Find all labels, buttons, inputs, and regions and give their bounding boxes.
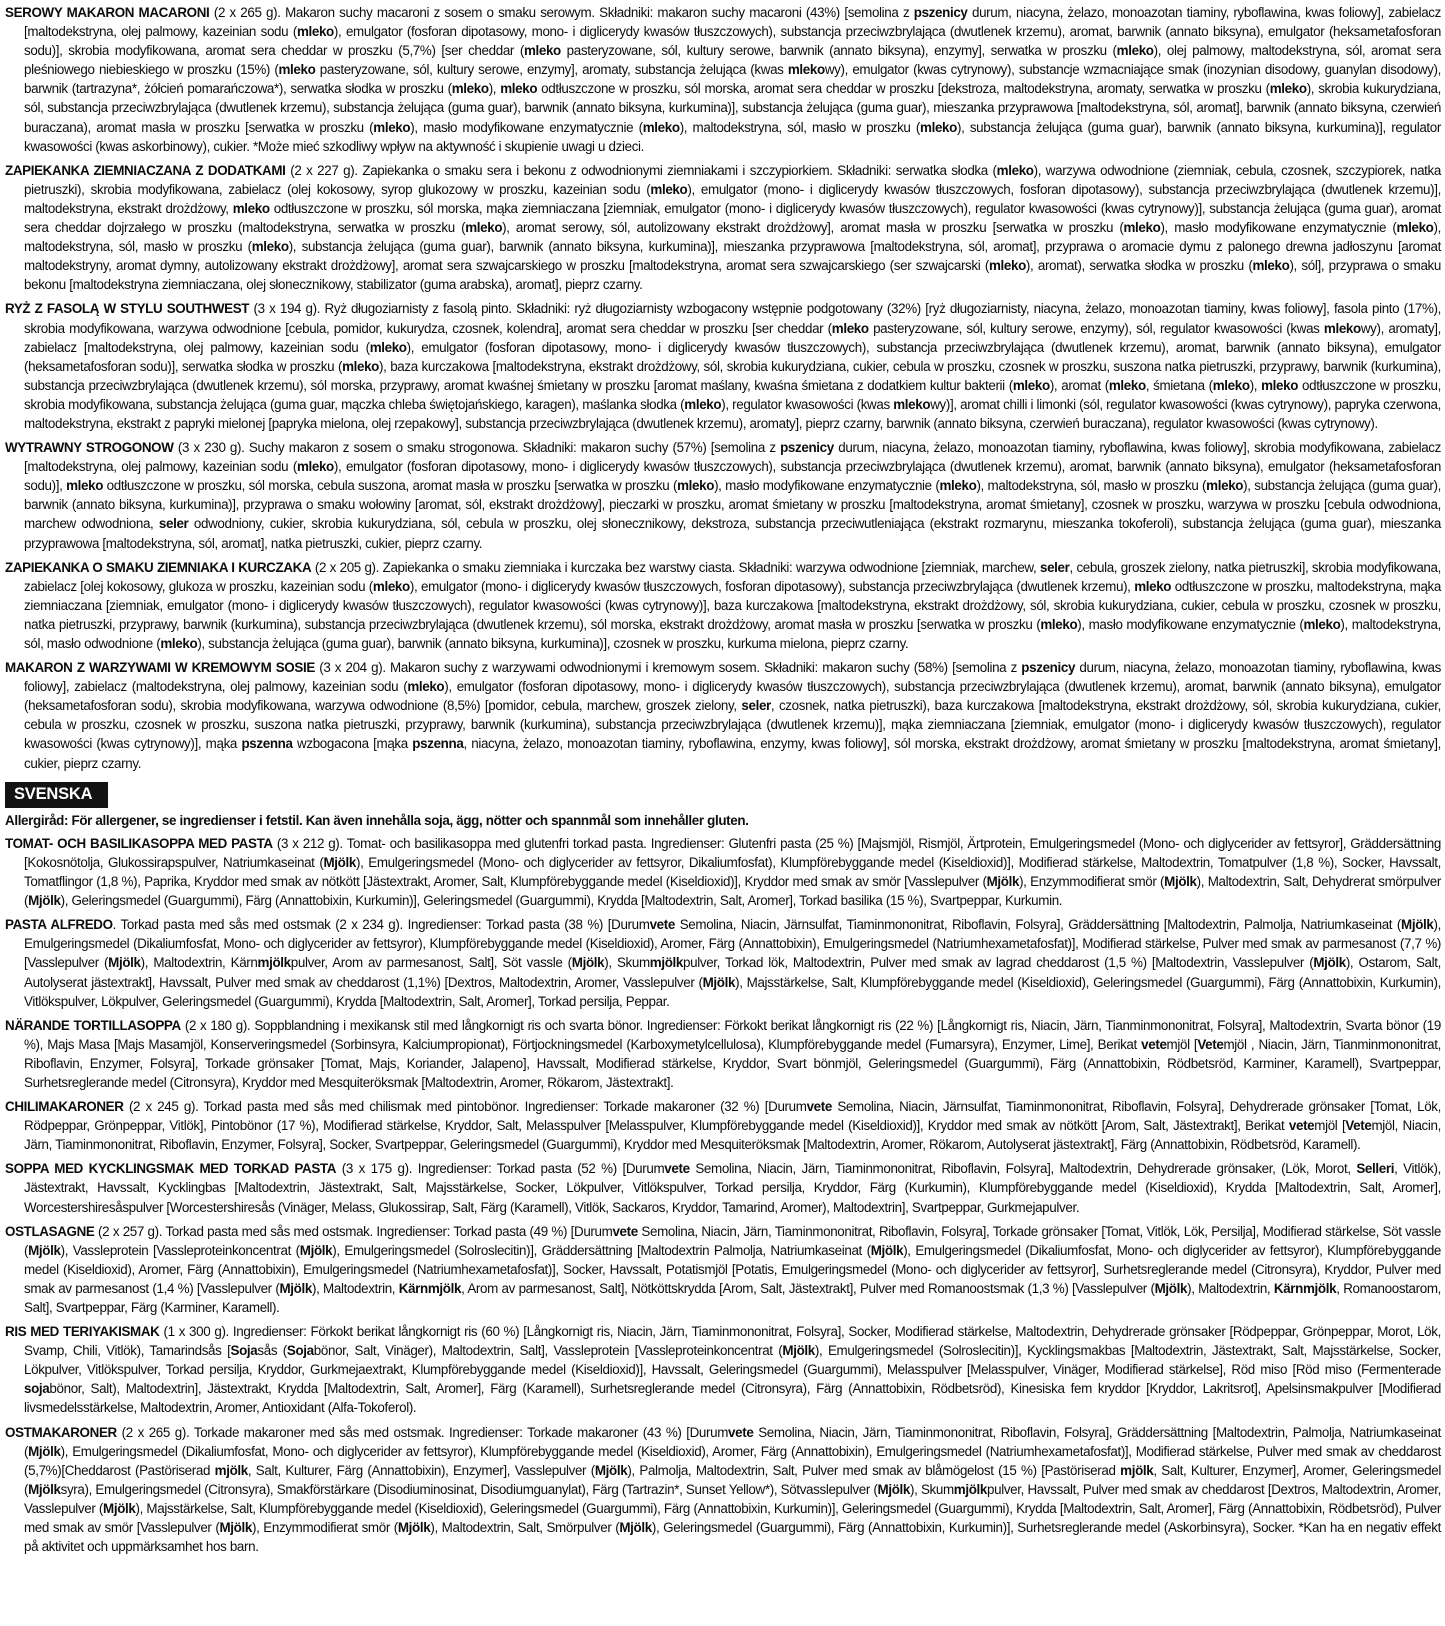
section-title: ZAPIEKANKA O SMAKU ZIEMNIAKA I KURCZAKA	[5, 559, 312, 575]
sv-section-6: OSTLASAGNE (2 x 257 g). Torkad pasta med sås med ostsmak. Ingredienser: Torkad pasta (49 %) [Durumvete Semolina, Niacin, Järn, Tiaminmononitrat, Riboflavin, Folsyra], Torkade grönsaker [Tomat, Vitlök, Lök, Persilja], Modifierad stärkelse, Söt vassle (Mjölk), Vassleprotein [Vassleproteinkoncentrat (Mjölk), Emulgeringsmedel (Solroslecitin)], Gräddersättning [Maltodextrin Palmolja, Natriumkaseinat (Mjölk), Emulgeringsmedel (Dikaliumfosfat, Mono- och diglycerider av fettsyror), Klumpförebyggande medel (Kiseldioxid), Aromer, Färg (Annattobixin), Emulgeringsmedel (Natriumhexametafosfat)], Socker, Havssalt, Potatismjöl [Potatis, Emulgeringsmedel (Mono- och diglycerider av fettsyror], Surhetsreglerande medel (Citronsyra), Kryddor, Pulver med smak av parmesanost (1,4 %) [Vasslepulver (Mjölk), Maltodextrin, Kärnmjölk, Arom av parmesanost, Salt], Nötköttskrydda [Arom, Salt, Jästextrakt], Pulver med Romanoostsmak (1,3 %) [Vasslepulver (Mjölk), Maltodextrin, Kärnmjölk, Romanoostarom, Salt], Svartpeppar, Färg (Karminer, Karamell).	[5, 1223, 1442, 1315]
section-title: OSTLASAGNE	[5, 1223, 95, 1239]
section-title: TOMAT- OCH BASILIKASOPPA MED PASTA	[5, 835, 273, 851]
section-title: OSTMAKARONER	[5, 1424, 117, 1440]
polish-ingredient-sections	[5, 3, 1441, 773]
pl-section-4: WYTRAWNY STROGONOW (3 x 230 g). Suchy makaron z sosem o smaku strogonowa. Składniki: makaron suchy (57%) [semolina z pszenicy durum, niacyna, żelazo, monoazotan tiaminy, ryboflawina, kwas foliowy], skrobia modyfikowana, zabielacz [maltodekstryna, olej palmowy, kazeinian sodu (mleko), emulgator (fosforan dipotasowy, mono- i diglicerydy kwasów tłuszczowych), substancja przeciwzbrylająca (dwutlenek krzemu), aromat, barwnik (annato biksyna), emulgator (heksametafosforan sodu)], mleko odtłuszczone w proszku, sól morska, cebula suszona, aromat masła w proszku [serwatka w proszku (mleko), masło modyfikowane enzymatycznie (mleko), maltodekstryna, sól, masło w proszku (mleko), substancja żelująca (guma guar), barwnik (annato biksyna, kurkumina)], przyprawa o smaku wołowiny [aromat, sól, ekstrakt drożdżowy], pieczarki w proszku, aromat śmietany w proszku [maltodekstryna, aromat śmietany], czosnek w proszku, warzywa w proszku [cebula odwodniona, marchew odwodniona, seler odwodniony, cukier, skrobia kukurydziana, sól, cebula w proszku, olej słonecznikowy, dekstroza, substancja przeciwutleniająca (ekstrakt rozmarynu, mieszanka tokoferoli), substancja żelująca (guma guar), mieszanka przyprawowa [maltodekstryna, sól, aromat], natka pietruszki, cukier, pieprz czarny.	[5, 440, 1442, 551]
pl-section-3: RYŻ Z FASOLĄ W STYLU SOUTHWEST (3 x 194 g). Ryż długoziarnisty z fasolą pinto. Składniki: ryż długoziarnisty wzbogacony wstępnie podgotowany (32%) [ryż długoziarnisty, niacyna, żelazo, monoazotan tiaminy, kwas foliowy], fasola pinto (17%), skrobia modyfikowana, warzywa odwodnione [cebula, pomidor, kukurydza, czosnek, kolendra], aromat sera cheddar w proszku [ser cheddar (mleko pasteryzowane, sól, kultury serowe, enzymy), sól, regulator kwasowości (kwas mlekowy), aromaty], zabielacz [maltodekstryna, olej palmowy, kazeinian sodu (mleko), emulgator (fosforan dipotasowy, mono- i diglicerydy kwasów tłuszczowych), substancja przeciwzbrylająca (dwutlenek krzemu), aromat, barwnik (annato biksyna), emulgator (heksametafosforan sodu)], serwatka słodka w proszku (mleko), baza kurczakowa [maltodekstryna, ekstrakt drożdżowy, sól, skrobia kukurydziana, cukier, cebula w proszku, czosnek w proszku, suszona natka pietruszki, przyprawy, barwnik (kurkumina), substancja przeciwzbrylająca (dwutlenek krzemu), sól morska, przyprawy, aromat kwaśnej śmietany w proszku [aromat maślany, kwaśna śmietana z dodatkiem kultur bakterii (mleko), aromat (mleko, śmietana (mleko), mleko odtłuszczone w proszku, skrobia modyfikowana, substancja żelująca (guma guar, mączka chleba świętojańskiego, karagen), maślanka słodka (mleko), regulator kwasowości (kwas mlekowy)], aromat chilli i limonki (sól, regulator kwasowości (kwas cytrynowy), papryka czerwona, maltodekstryna, ekstrakt z papryki mielonej [papryka mielona, olej rzepakowy], substancja przeciwzbrylająca (dwutlenek krzemu), aromaty], pieprz czarny, barwnik (annato biksyna, czerwień buraczana), regulator kwasowości (kwas cytrynowy).	[5, 301, 1442, 431]
section-title: ZAPIEKANKA ZIEMNIACZANA Z DODATKAMI	[5, 162, 286, 178]
section-title: NÄRANDE TORTILLASOPPA	[5, 1017, 181, 1033]
sv-section-7: RIS MED TERIYAKISMAK (1 x 300 g). Ingredienser: Förkokt berikat långkornigt ris (60 %) [Långkornigt ris, Niacin, Järn, Tiaminmononitrat, Folsyra], Socker, Modifierad stärkelse, Maltodextrin, Dehydrerade grönsaker [Rödpeppar, Grönpeppar, Morot, Lök, Svamp, Chili, Vitlök), Tamarindsås [Sojasås (Sojabönor, Salt, Vinäger), Maltodextrin, Salt], Vassleprotein [Vassleproteinkoncentrat (Mjölk), Emulgeringsmedel (Solroslecitin)], Kycklingsmakbas [Maltodextrin, Jästextrakt, Salt, Majsstärkelse, Socker, Lökpulver, Vitlökspulver, Torkad persilja, Kryddor, Gurkmejaextrakt, Klumpförebyggande medel (Kiseldioxid)], Havssalt, Geleringsmedel (Guargummi), Melasspulver [Melasspulver, Vinäger, Modifierad stärkelse], Röd miso [Röd miso (Fermenterade sojabönor, Salt), Maltodextrin], Jästextrakt, Krydda [Maltodextrin, Salt, Aromer], Färg (Karamell), Surhetsreglerande medel (Citronsyra), Färg (Annattobixin, Rödbetsröd), Kinesiska fem kryddor [Kryddor, Lakritsrot], Apelsinsmakpulver [Modifierad livsmedelsstärkelse, Maltodextrin, Aromer, Antioxidant (Alfa-Tokoferol).	[5, 1324, 1442, 1416]
sv-section-2: PASTA ALFREDO. Torkad pasta med sås med ostsmak (2 x 234 g). Ingredienser: Torkad pasta (38 %) [Durumvete Semolina, Niacin, Järnsulfat, Tiaminmononitrat, Riboflavin, Folsyra], Gräddersättning [Maltodextrin, Palmolja, Natriumkaseinat (Mjölk), Emulgeringsmedel (Dikaliumfosfat, Mono- och diglycerider av fettsyror), Klumpförebyggande medel (Kiseldioxid), Aromer, Färg (Annattobixin), Emulgeringsmedel (Natriumhexametafosfat)], Modifierad stärkelse, Pulver med smak av parmesanost (7,7 %) [Vasslepulver (Mjölk), Maltodextrin, Kärnmjölkpulver, Arom av parmesanost, Salt], Söt vassle (Mjölk), Skummjölkpulver, Torkad lök, Maltodextrin, Pulver med smak av lagrad cheddarost (1,5 %) [Maltodextrin, Vasslepulver (Mjölk), Ostarom, Salt, Autolyserat jästextrakt], Havssalt, Pulver med smak av cheddarost (1,1%) [Dextros, Maltodextrin, Aromer, Vasslepulver (Mjölk), Majsstärkelse, Salt, Klumpförebyggande medel (Kiseldioxid), Geleringsmedel (Guargummi), Färg (Annattobixin, Kurkumin), Vitlökspulver, Lökpulver, Geleringsmedel (Guargummi), Krydda [Maltodextrin, Salt, Aromer], Torkad persilja, Peppar.	[5, 917, 1442, 1009]
section-title: PASTA ALFREDO	[5, 917, 113, 933]
allergy-notice: Allergiråd: För allergener, se ingredienser i fetstil. Kan även innehålla soja, ägg, nötter och spannmål som innehåller gluten.	[5, 812, 749, 828]
swedish-ingredient-sections	[5, 834, 1441, 1556]
pl-section-6: MAKARON Z WARZYWAMI W KREMOWYM SOSIE (3 x 204 g). Makaron suchy z warzywami odwodnionymi i kremowym sosem. Składniki: makaron suchy (58%) [semolina z pszenicy durum, niacyna, żelazo, monoazotan tiaminy, ryboflawina, kwas foliowy], zabielacz (maltodekstryna, olej palmowy, kazeinian sodu (mleko), emulgator (fosforan dipotasowy, mono- i diglicerydy kwasów tłuszczowych), substancja przeciwzbrylająca (dwutlenek krzemu), aromat, barwnik (annato biksyna), emulgator (heksametafosforan sodu), skrobia modyfikowana, warzywa odwodnione (8,5%) [pomidor, cebula, marchew, groszek zielony, seler, czosnek, natka pietruszki), baza kurczakowa [maltodekstryna, ekstrakt drożdżowy, sól, skrobia kukurydziana, cukier, cebula w proszku, czosnek w proszku, suszona natka pietruszki, przyprawy, barwnik (kurkumina), substancja przeciwzbrylająca (dwutlenek krzemu)], mąka ziemniaczana [ziemniak, emulgator (mono- i diglicerydy kwasów tłuszczowych), regulator kwasowości (kwas cytrynowy)], mąka pszenna wzbogacona [mąka pszenna, niacyna, żelazo, monoazotan tiaminy, ryboflawina, enzymy, kwas foliowy], sól morska, ekstrakt drożdżowy, aromat śmietany w proszku [maltodekstryna, aromat śmietany], cukier, pieprz czarny.	[5, 660, 1441, 771]
pl-section-2: ZAPIEKANKA ZIEMNIACZANA Z DODATKAMI (2 x 227 g). Zapiekanka o smaku sera i bekonu z odwodnionymi ziemniakami i szczypiorkiem. Składniki: serwatka słodka (mleko), warzywa odwodnione (ziemniak, cebula, czosnek, szczypiorek, natka pietruszki), skrobia modyfikowana, zabielacz (olej kokosowy, syrop glukozowy w proszku, kazeinian sodu (mleko), emulgator (mono- i diglicerydy kwasów tłuszczowych, fosforan dipotasowy), substancja przeciwzbrylająca (dwutlenek krzemu)], maltodekstryna, ekstrakt drożdżowy, mleko odtłuszczone w proszku, sól morska, mąka ziemniaczana [ziemniak, emulgator (mono- i diglicerydy kwasów tłuszczowych), regulator kwasowości (kwas cytrynowy)], substancja żelująca (guma guar), aromat sera cheddar dojrzałego w proszku (maltodekstryna, serwatka w proszku (mleko), aromat serowy, sól, autolizowany ekstrakt drożdżowy], aromat masła w proszku [serwatka w proszku (mleko), masło modyfikowane enzymatycznie (mleko), maltodekstryna, sól, masło w proszku (mleko), substancja żelująca (guma guar), barwnik (annato biksyna, kurkumina)], mieszanka przyprawowa [maltodekstryna, sól, aromat], przyprawa o aromacie dymu z palonego drewna jadłoszynu [aromat maltodekstryny, aromat dymny, autolizowany ekstrakt drożdżowy], aromat sera szwajcarskiego w proszku [maltodekstryna, aromat sera szwajcarskiego (ser szwajcarski (mleko), aromat), serwatka słodka w proszku (mleko), sól], przyprawa o smaku bekonu [maltodekstryna ziemniaczana, olej słonecznikowy, stabilizator (guma arabska), aromat], pieprz czarny.	[5, 162, 1441, 293]
pl-section-1: SEROWY MAKARON MACARONI (2 x 265 g). Makaron suchy macaroni z sosem o smaku serowym. Składniki: makaron suchy macaroni (43%) [semolina z pszenicy durum, niacyna, żelazo, monoazotan tiaminy, ryboflawina, kwas foliowy], zabielacz [maltodekstryna, olej palmowy, kazeinian sodu (mleko), emulgator (fosforan dipotasowy, mono- i diglicerydy kwasów tłuszczowych), substancja przeciwzbrylająca (dwutlenek krzemu), aromat, barwnik (annato biksyna), emulgator (heksametafosforan sodu)], skrobia modyfikowana, aromat sera cheddar w proszku (5,7%) [ser cheddar (mleko pasteryzowane, sól, kultury serowe, barwnik (annato biksyna), enzymy], serwatka w proszku (mleko), olej palmowy, maltodekstryna, sól, aromat sera pleśniowego niebieskiego w proszku (15%) (mleko pasteryzowane, sól, kultury serowe, enzymy], aromaty, substancja żelująca (kwas mlekowy), emulgator (kwas cytrynowy), substancje wzmacniające smak (inozynian disodowy, guanylan disodowy), barwnik (tartrazyna*, żółcień pomarańczowa*), serwatka słodka w proszku (mleko), mleko odtłuszczone w proszku, sól morska, aromat sera cheddar w proszku [dekstroza, maltodekstryna, aromaty, serwatka w proszku (mleko), skrobia kukurydziana, sól, substancja przeciwzbrylająca (dwutlenek krzemu), substancja żelująca (guma guar), barwnik (annato biksyna, kurkumina)], substancja żelująca (guma guar), mieszanka przyprawowa [maltodekstryna, sól, aromat], barwnik (annato biksyna, czerwień buraczana), aromat masła w proszku [serwatka w proszku (mleko), masło modyfikowane enzymatycznie (mleko), maltodekstryna, sól, masło w proszku (mleko), substancja żelująca (guma guar), barwnik (annato biksyna, kurkumina)], regulator kwasowości (kwas askorbinowy), cukier. *Może mieć szkodliwy wpływ na aktywność i skupienie uwagi u dzieci.	[5, 5, 1442, 154]
sv-section-1: TOMAT- OCH BASILIKASOPPA MED PASTA (3 x 212 g). Tomat- och basilikasoppa med glutenfri torkad pasta. Ingredienser: Glutenfri pasta (25 %) [Majsmjöl, Rismjöl, Ärtprotein, Emulgeringsmedel (Mono- och diglycerider av fettsyror], Gräddersättning [Kokosnötolja, Glukossirapspulver, Natriumkaseinat (Mjölk), Emulgeringsmedel (Mono- och diglycerider av fettsyror, Dikaliumfosfat), Klumpförebyggande medel (Kiseldioxid)], Modifierad stärkelse, Maltodextrin, Tomatpulver (1,8 %), Socker, Havssalt, Tomatflingor (1,8 %), Paprika, Kryddor med smak av nötkött [Jästextrakt, Aromer, Salt, Klumpförebyggande medel (Kiseldioxid)], Kryddor med smak av smör [Vasslepulver (Mjölk), Enzymmodifierat smör (Mjölk), Maltodextrin, Salt, Dehydrerat smörpulver (Mjölk), Geleringsmedel (Guargummi), Färg (Annattobixin, Kurkumin)], Geleringsmedel (Guargummi), Krydda [Maltodextrin, Salt, Aromer], Torkad basilika (15 %), Svartpeppar, Kurkumin.	[5, 835, 1441, 909]
section-title: RIS MED TERIYAKISMAK	[5, 1324, 160, 1340]
section-title: SOPPA MED KYCKLINGSMAK MED TORKAD PASTA	[5, 1161, 337, 1177]
language-badge: SVENSKA	[5, 782, 108, 808]
section-title: WYTRAWNY STROGONOW	[5, 440, 174, 456]
pl-section-5: ZAPIEKANKA O SMAKU ZIEMNIAKA I KURCZAKA (2 x 205 g). Zapiekanka o smaku ziemniaka i kurczaka bez warstwy ciasta. Składniki: warzywa odwodnione [ziemniak, marchew, seler, cebula, groszek zielony, natka pietruszki], skrobia modyfikowana, zabielacz [olej kokosowy, glukoza w proszku, kazeinian sodu (mleko), emulgator (mono- i diglicerydy kwasów tłuszczowych, fosforan dipotasowy), substancja przeciwzbrylająca (dwutlenek krzemu), mleko odtłuszczone w proszku, maltodekstryna, mąka ziemniaczana [ziemniak, emulgator (mono- i diglicerydy kwasów tłuszczowych), regulator kwasowości (kwas cytrynowy)], baza kurczakowa [maltodekstryna, ekstrakt drożdżowy, sól, skrobia kukurydziana, cukier, cebula w proszku, czosnek w proszku, natka pietruszki, przyprawy, barwnik (kurkumina), substancja przeciwzbrylająca (dwutlenek krzemu), sól morska, ekstrakt drożdżowy, aromat masła w proszku [serwatka w proszku (mleko), masło modyfikowane enzymatycznie (mleko), maltodekstryna, sól, masło odwodnione (mleko), substancja żelująca (guma guar), barwnik (annato biksyna, kurkumina)], czosnek w proszku, kurkuma mielona, pieprz czarny.	[5, 559, 1441, 651]
section-title: CHILIMAKARONER	[5, 1099, 124, 1115]
sv-section-3: NÄRANDE TORTILLASOPPA (2 x 180 g). Soppblandning i mexikansk stil med långkornigt ris och svarta bönor. Ingredienser: Förkokt berikat långkornigt ris (22 %) [Långkornigt ris, Niacin, Järn, Tianminmononitrat, Folsyra], Maltodextrin, Svarta bönor (19 %), Majs Masa [Majs Masamjöl, Konserveringsmedel (Sorbinsyra, Kalciumpropionat), Förtjockningsmedel (Karboxymetylcellulosa), Klumpförebyggande medel (Fumarsyra), Enzymer, Lime], Berikat vetemjöl [Vetemjöl , Niacin, Järn, Tianminmononitrat, Riboflavin, Enzymer, Folsyra], Torkade grönsaker [Tomat, Majs, Koriander, Jalapeno], Havssalt, Modifierad stärkelse, Kryddor, Svart bönmjöl, Geleringsmedel (Guargummi), Färg (Annattobixin, Rödbetsröd, Karminer, Karamell), Svartpeppar, Surhetsreglerande medel (Citronsyra), Kryddor med Mesquiteröksmak [Maltodextrin, Aromer, Rökarom, Jästextrakt].	[5, 1017, 1442, 1090]
sv-section-8: OSTMAKARONER (2 x 265 g). Torkade makaroner med sås med ostsmak. Ingredienser: Torkade makaroner (43 %) [Durumvete Semolina, Niacin, Järn, Tiaminmononitrat, Riboflavin, Folsyra], Gräddersättning [Maltodextrin, Palmolja, Natriumkaseinat (Mjölk), Emulgeringsmedel (Dikaliumfosfat, Mono- och diglycerider av fettsyror), Klumpförebyggande medel (Kiseldioxid), Aromer, Färg (Annattobixin), Emulgeringsmedel (Natriumhexametafosfat)], Modifierad stärkelse, Pulver med smak av cheddarost (5,7%)[Cheddarost (Pastöriserad mjölk, Salt, Kulturer, Färg (Annattobixin), Enzymer], Vasslepulver (Mjölk), Palmolja, Maltodextrin, Salt, Pulver med smak av blåmögelost (15 %) [Pastöriserad mjölk, Salt, Kulturer, Enzymer], Aromer, Geleringsmedel (Mjölksyra), Emulgeringsmedel (Citronsyra), Smakförstärkare (Disodiuminosinat, Disodiumguanylat), Färg (Tartrazin*, Sunset Yellow*), Sötvasslepulver (Mjölk), Skummjölkpulver, Havssalt, Pulver med smak av cheddarost [Dextros, Maltodextrin, Aromer, Vasslepulver (Mjölk), Majsstärkelse, Salt, Klumpförebyggande medel (Kiseldioxid), Geleringsmedel (Guargummi), Färg (Annattobixin, Kurkumin)], Geleringsmedel (Guargummi), Krydda [Maltodextrin, Salt, Aromer], Färg (Annattobixin, Rödbetsröd), Pulver med smak av smör [Vasslepulver (Mjölk), Enzymmodifierat smör (Mjölk), Maltodextrin, Salt, Smörpulver (Mjölk), Geleringsmedel (Guargummi), Färg (Annattobixin, Kurkumin)], Surhetsreglerande medel (Askorbinsyra), Socker. *Kan ha en negativ effekt på aktivitet och uppmärksamhet hos barn.	[5, 1424, 1441, 1555]
sv-section-5: SOPPA MED KYCKLINGSMAK MED TORKAD PASTA (3 x 175 g). Ingredienser: Torkad pasta (52 %) [Durumvete Semolina, Niacin, Järn, Tiaminmononitrat, Riboflavin, Folsyra], Maltodextrin, Dehydrerade grönsaker, (Lök, Morot, Selleri, Vitlök), Jästextrakt, Havssalt, Kycklingbas [Maltodextrin, Jästextrakt, Salt, Majsstärkelse, Socker, Lökpulver, Vitlökspulver, Torkad persilja, Kryddor, Färg (Kurkumin), Klumpförebyggande medel (Kiseldioxid), Krydda [Maltodextrin, Salt, Aromer], Worcestershiresåspulver [Worcestershiresås (Vinäger, Melass, Glukossirap, Salt, Färg (Karamell), Vitlök, Sackaros, Kryddor, Tamarind, Aromer), Maltodextrin], Svartpeppar, Gurkmejapulver.	[5, 1161, 1442, 1215]
sv-section-4: CHILIMAKARONER (2 x 245 g). Torkad pasta med sås med chilismak med pintobönor. Ingredienser: Torkade makaroner (32 %) [Durumvete Semolina, Niacin, Järnsulfat, Tiaminmononitrat, Riboflavin, Folsyra], Dehydrerade grönsaker [Tomat, Lök, Rödpeppar, Grönpeppar, Vitlök], Pintobönor (17 %), Modifierad stärkelse, Kryddor, Salt, Melasspulver [Melasspulver, Klumpförebyggande medel (Kiseldioxid)], Kryddor med smak av nötkött [Arom, Salt, Jästextrakt], Berikat vetemjöl [Vetemjöl, Niacin, Järn, Tiaminmononitrat, Riboflavin, Enzymer, Folsyra], Socker, Svartpeppar, Geleringsmedel (Guargummi), Kryddor med Mesquiteröksmak [Maltodextrin, Aromer, Rökarom, Autolyserat jästextrakt], Färg (Annattobixin, Rödbetsröd, Karamell).	[5, 1099, 1442, 1153]
section-title: SEROWY MAKARON MACARONI	[5, 5, 210, 20]
section-title: MAKARON Z WARZYWAMI W KREMOWYM SOSIE	[5, 660, 315, 676]
section-title: RYŻ Z FASOLĄ W STYLU SOUTHWEST	[5, 301, 250, 317]
